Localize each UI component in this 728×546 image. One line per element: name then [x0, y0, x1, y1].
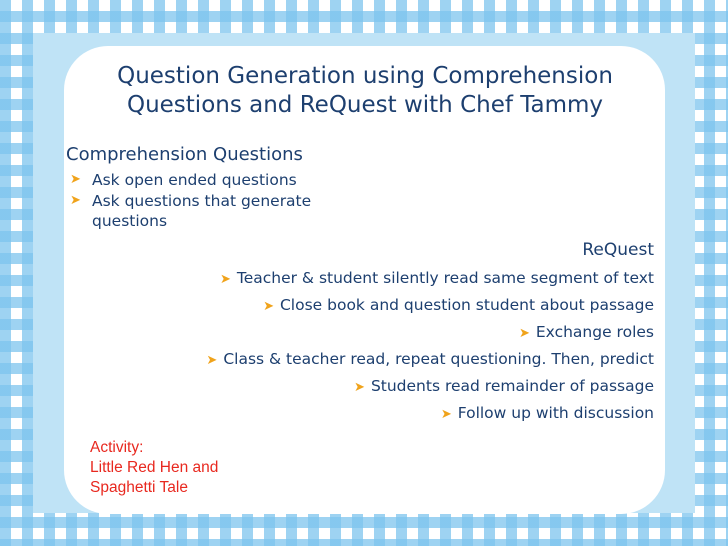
list-item	[160, 322, 654, 344]
list-item-text: Exchange roles	[535, 323, 654, 341]
activity-line-3: Spaghetti Tale	[90, 479, 188, 496]
request-heading: ReQuest	[582, 240, 654, 260]
arrow-bullet-icon: ➤	[263, 299, 274, 314]
arrow-bullet-icon: ➤	[70, 172, 81, 187]
arrow-bullet-icon: ➤	[354, 380, 365, 395]
arrow-bullet-icon: ➤	[440, 407, 452, 422]
request-list	[160, 268, 654, 430]
list-item	[160, 268, 654, 290]
list-item-text: Class & teacher read, repeat questioning. Then, predict	[223, 350, 654, 368]
list-item	[160, 349, 654, 371]
comprehension-list	[70, 170, 360, 232]
list-item-text: Follow up with discussion	[457, 404, 654, 422]
activity-line-1: Activity:	[90, 439, 144, 456]
arrow-bullet-icon: ➤	[518, 326, 530, 341]
list-item-text: Students read remainder of passage	[370, 377, 654, 395]
list-item-text: Teacher & student silently read same segment of text	[236, 269, 654, 287]
comprehension-heading: Comprehension Questions	[66, 144, 303, 165]
activity-line-2: Little Red Hen and	[90, 459, 219, 476]
activity-note	[90, 438, 290, 498]
arrow-bullet-icon: ➤	[219, 272, 231, 287]
arrow-bullet-icon: ➤	[70, 193, 81, 208]
arrow-bullet-icon: ➤	[206, 353, 218, 368]
list-item	[70, 191, 360, 231]
list-item	[160, 403, 654, 425]
list-item-text: Ask questions that generate questions	[92, 192, 312, 230]
list-item-text: Ask open ended questions	[92, 171, 297, 189]
list-item	[160, 295, 654, 317]
title-line-2: Questions and ReQuest with Chef Tammy	[126, 92, 604, 118]
list-item	[160, 376, 654, 398]
list-item	[70, 170, 360, 190]
list-item-text: Close book and question student about passage	[279, 296, 654, 314]
title-line-1: Question Generation using Comprehension	[117, 63, 613, 89]
slide-title	[66, 62, 664, 120]
